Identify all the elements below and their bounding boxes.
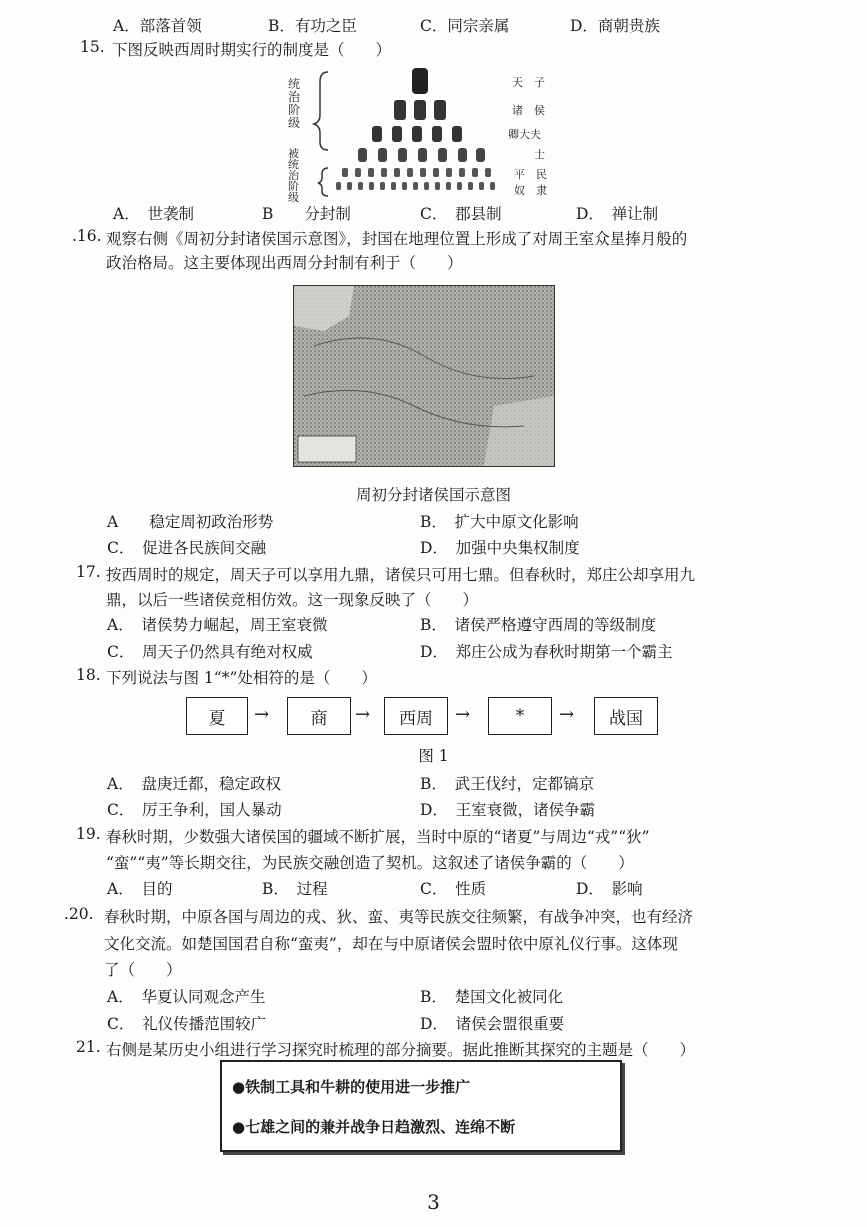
summary-line-1: ●铁制工具和牛耕的使用进一步推广 [232,1078,471,1096]
q18-stem: 下列说法与图 1“*”处相符的是（ ） [106,669,377,687]
q15-option-d: D． 禅让制 [576,205,659,223]
q15-option-b: B 分封制 [262,205,351,223]
q21-number: 21. [76,1038,101,1056]
q16-stem-line2: 政治格局。这主要体现出西周分封制有利于（ ） [106,254,463,272]
page-number: 3 [427,1190,440,1214]
pyramid-right-label-1: 天 子 [512,76,545,89]
q17-option-a: A． 诸侯势力崛起，周王室衰微 [107,616,328,634]
flow-box-warring-states: 战国 [594,697,658,735]
q20-option-d: D． 诸侯会盟很重要 [420,1015,565,1033]
q18-number: 18. [76,666,101,684]
figure-1-label: 图 1 [418,747,449,765]
q17-option-b: B． 诸侯严格遵守西周的等级制度 [420,616,657,634]
pyramid-label-ruling: 统治阶级 [288,77,301,130]
q16-stem-line1: 观察右侧《周初分封诸侯国示意图》，封国在地理位置上形成了对周王室众星捧月般的 [106,230,688,248]
q14-option-a: A．部落首领 [113,17,202,35]
flow-arrow-3: → [455,704,471,725]
q19-option-c: C． 性质 [420,880,487,898]
q17-number: 17. [76,563,101,581]
q20-option-c: C． 礼仪传播范围较广 [107,1015,267,1033]
q20-stem-line2: 文化交流。如楚国国君自称“蛮夷”，却在与中原诸侯会盟时依中原礼仪行事。这体现 [104,935,678,953]
q20-option-b: B． 楚国文化被同化 [420,988,564,1006]
map-caption: 周初分封诸侯国示意图 [355,486,511,504]
q15-option-a: A． 世袭制 [113,205,194,223]
summary-line-2: ●七雄之间的兼并战争日趋激烈、连绵不断 [232,1118,516,1136]
q17-option-c: C． 周天子仍然具有绝对权威 [107,643,313,661]
pyramid-right-label-6: 奴 隶 [514,184,547,197]
hierarchy-pyramid-figure [280,60,570,204]
q17-stem-line1: 按西周时的规定，周天子可以享用九鼎，诸侯只可用七鼎。但春秋时，郑庄公却享用九 [106,566,696,584]
flow-arrow-2: → [355,704,371,725]
pyramid-right-label-2: 诸 侯 [512,104,545,117]
q20-stem-line1: 春秋时期，中原各国与周边的戎、狄、蛮、夷等民族交往频繁，有战争冲突，也有经济 [104,908,694,926]
q21-stem: 右侧是某历史小组进行学习探究时梳理的部分摘要。据此推断其探究的主题是（ ） [106,1041,696,1059]
q15-stem: 下图反映西周时期实行的制度是（ ） [112,41,392,59]
q20-stem-line3: 了（ ） [104,961,182,979]
q18-option-c: C． 厉王争利，国人暴动 [107,801,282,819]
flow-box-shang: 商 [287,697,351,735]
q18-option-b: B． 武王伐纣，定都镐京 [420,775,595,793]
flow-arrow-4: → [559,704,575,725]
study-summary-box [220,1060,622,1152]
q19-option-a: A． 目的 [107,880,173,898]
q16-option-c: C． 促进各民族间交融 [107,539,267,557]
q16-option-a: A 稳定周初政治形势 [107,513,274,531]
q14-option-b: B．有功之臣 [268,17,357,35]
q16-option-d: D． 加强中央集权制度 [420,539,580,557]
feudal-states-map [293,285,555,467]
flow-box-western-zhou: 西周 [384,697,448,735]
map-svg [294,286,554,466]
q19-option-b: B． 过程 [262,880,328,898]
q14-option-d: D．商朝贵族 [570,17,660,35]
q15-number: 15. [80,38,105,56]
flow-box-xia: 夏 [186,697,248,735]
q16-number: .16. [72,227,102,245]
q18-option-a: A． 盘庚迁都，稳定政权 [107,775,281,793]
q18-option-d: D． 王室衰微，诸侯争霸 [420,801,596,819]
pyramid-right-label-5: 平 民 [514,168,547,181]
q17-stem-line2: 鼎，以后一些诸侯竞相仿效。这一现象反映了（ ） [106,591,479,609]
pyramid-label-ruled: 被统治阶级 [288,147,299,204]
pyramid-right-label-4: 士 [534,148,545,161]
q20-number: .20. [64,905,94,923]
q16-option-b: B． 扩大中原文化影响 [420,513,579,531]
q14-option-c: C．同宗亲属 [420,17,510,35]
q19-stem-line1: 春秋时期，少数强大诸侯国的疆域不断扩展，当时中原的“诸夏”与周边“戎”“狄” [106,828,650,846]
q20-option-a: A． 华夏认同观念产生 [107,988,266,1006]
pyramid-right-label-3: 卿大夫 [508,128,541,141]
q19-option-d: D． 影响 [576,880,643,898]
q19-number: 19. [76,825,101,843]
q19-stem-line2: “蛮”“夷”等长期交往，为民族交融创造了契机。这叙述了诸侯争霸的（ ） [106,854,634,872]
flow-arrow-1: → [254,704,270,725]
flow-box-star: * [488,697,552,735]
q15-option-c: C． 郡县制 [420,205,502,223]
q17-option-d: D． 郑庄公成为春秋时期第一个霸主 [420,643,673,661]
